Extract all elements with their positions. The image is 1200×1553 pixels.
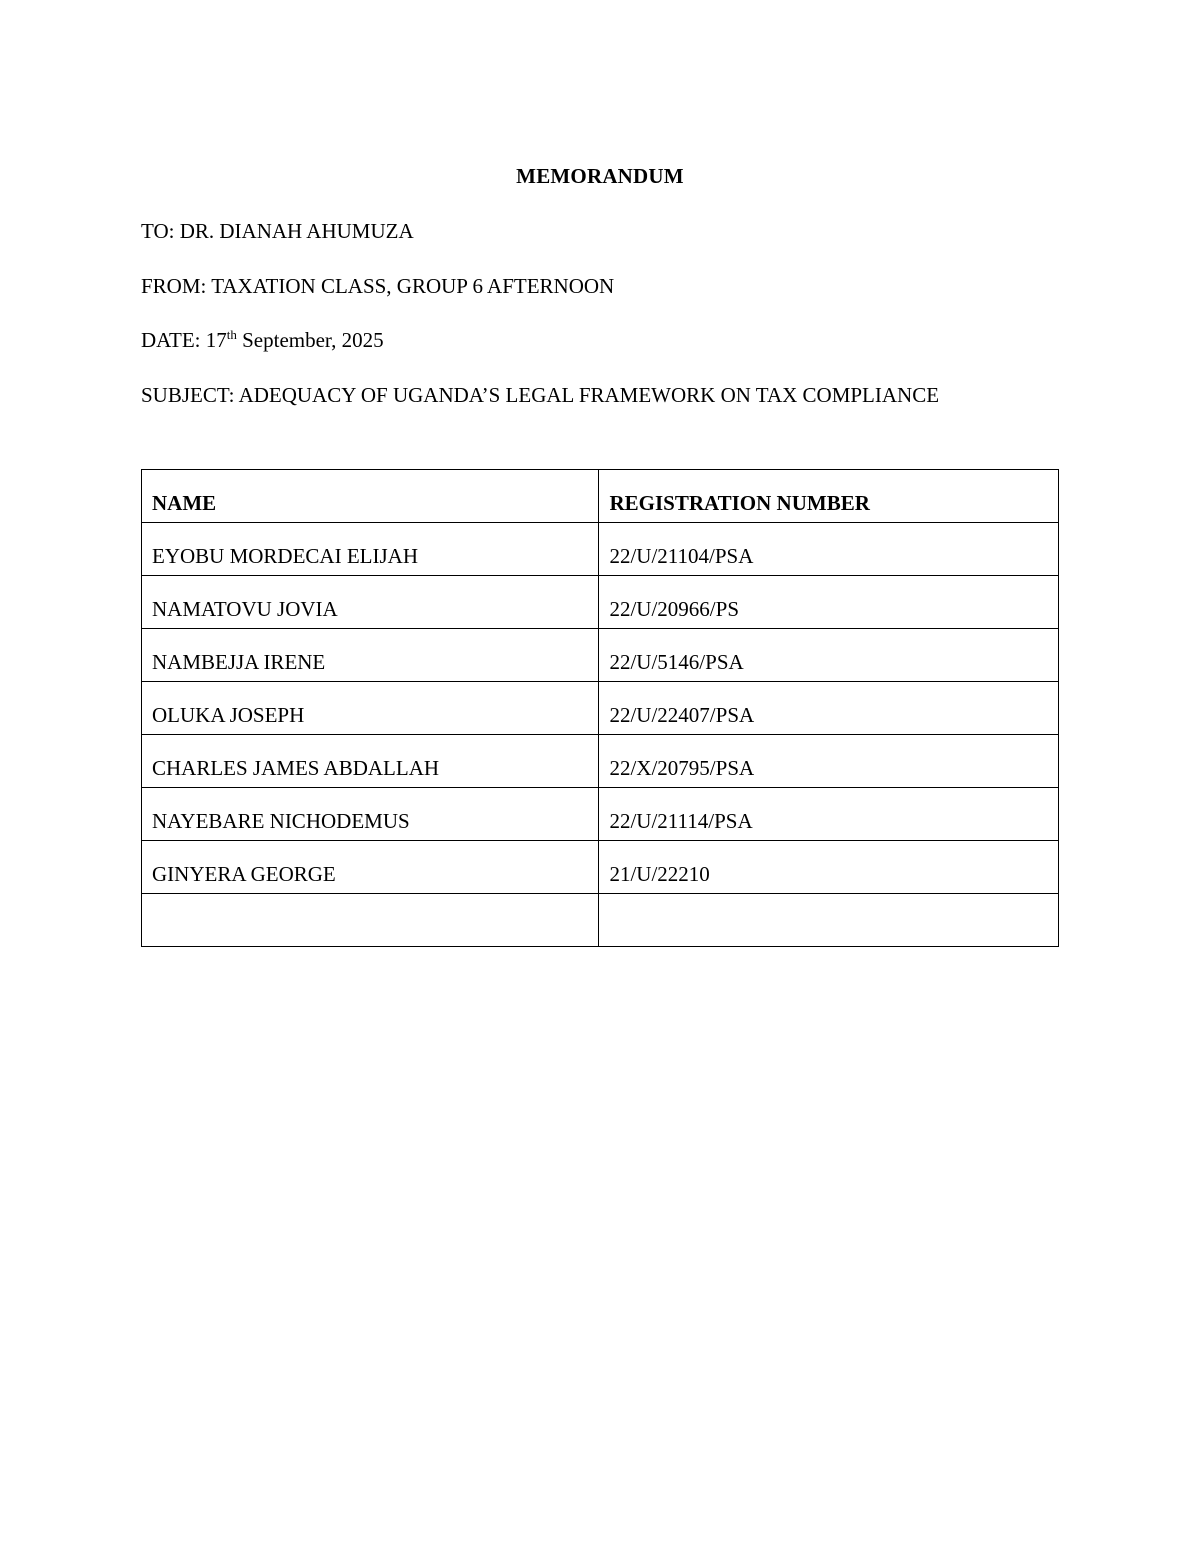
table-header-row <box>142 470 1059 523</box>
member-registration-number: 22/U/21104/PSA <box>599 523 1059 576</box>
date-suffix: September, 2025 <box>236 328 384 352</box>
member-registration-number: 22/X/20795/PSA <box>599 735 1059 788</box>
member-name <box>142 894 599 947</box>
member-name: OLUKA JOSEPH <box>142 682 599 735</box>
header-registration-number: REGISTRATION NUMBER <box>599 470 1059 523</box>
memo-to-line: TO: DR. DIANAH AHUMUZA <box>141 219 414 243</box>
member-name: NAMATOVU JOVIA <box>142 576 599 629</box>
table-row <box>142 629 1059 682</box>
group-members-table <box>141 469 1059 947</box>
member-registration-number: 22/U/22407/PSA <box>599 682 1059 735</box>
member-name: EYOBU MORDECAI ELIJAH <box>142 523 599 576</box>
member-name: GINYERA GEORGE <box>142 841 599 894</box>
memo-from-line: FROM: TAXATION CLASS, GROUP 6 AFTERNOON <box>141 274 615 298</box>
member-name: NAYEBARE NICHODEMUS <box>142 788 599 841</box>
table-row <box>142 576 1059 629</box>
member-registration-number: 22/U/21114/PSA <box>599 788 1059 841</box>
table-row-empty <box>142 894 1059 947</box>
table-row <box>142 735 1059 788</box>
table-row <box>142 682 1059 735</box>
table-row <box>142 523 1059 576</box>
member-registration-number <box>599 894 1059 947</box>
table-row <box>142 841 1059 894</box>
memo-title: MEMORANDUM <box>516 164 684 188</box>
member-registration-number: 22/U/5146/PSA <box>599 629 1059 682</box>
date-prefix: DATE: 17 <box>141 328 227 352</box>
member-name: CHARLES JAMES ABDALLAH <box>142 735 599 788</box>
date-ordinal-suffix: th <box>226 327 237 342</box>
header-name: NAME <box>142 470 599 523</box>
table-row <box>142 788 1059 841</box>
memo-subject-line: SUBJECT: ADEQUACY OF UGANDA’S LEGAL FRAMEWORK ON TAX COMPLIANCE <box>141 383 940 407</box>
member-name: NAMBEJJA IRENE <box>142 629 599 682</box>
member-registration-number: 21/U/22210 <box>599 841 1059 894</box>
member-registration-number: 22/U/20966/PS <box>599 576 1059 629</box>
memo-date-line <box>141 328 384 353</box>
